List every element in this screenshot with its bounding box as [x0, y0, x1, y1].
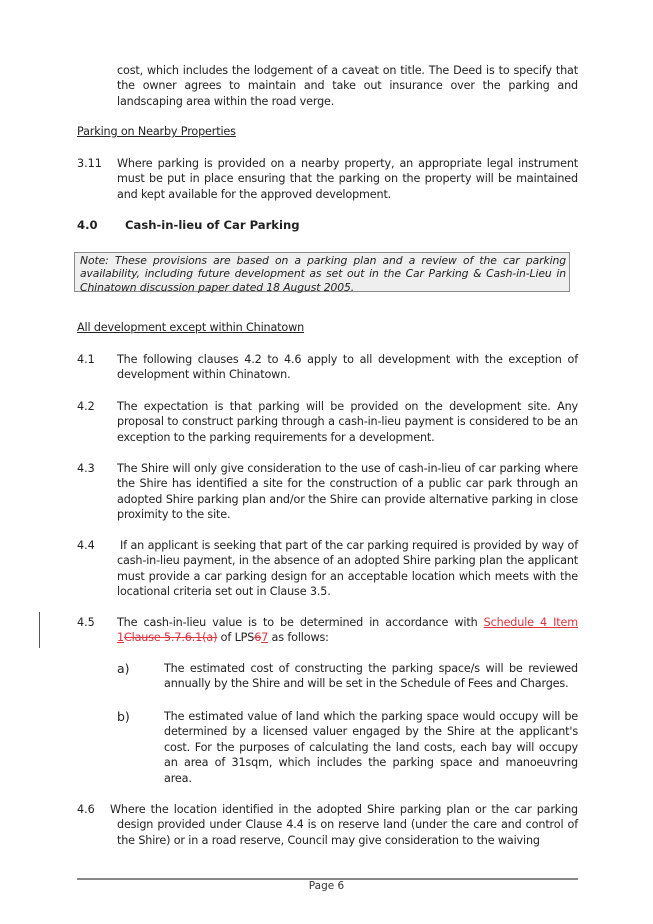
- clause-4-6-body: Where the location identified in the adopted Shire parking plan or the car parking design provided under Clause 4.4 is on reserve land (under the care and control of the Shire) or in a road reserve, Council may give consideration to the waiving: [110, 803, 578, 847]
- tracked-insertion: 7: [261, 631, 269, 645]
- clause-4-5-text: [117, 615, 578, 646]
- clause-4-5-text-after: as follows:: [268, 631, 329, 645]
- note-box: Note: These provisions are based on a parking plan and a review of the car parking availability, including future development as set out in the Car Parking & Cash-in-Lieu in Chinatown discussion paper dated 18 August 2005.: [74, 252, 570, 292]
- tracked-deletion: 6: [254, 631, 262, 645]
- clause-number: 4.4: [77, 539, 95, 552]
- clause-number: 4.6: [77, 803, 95, 816]
- clause-4-1-text: The following clauses 4.2 to 4.6 apply to all development with the exception of development within Chinatown.: [117, 353, 578, 382]
- section-title: Cash-in-lieu of Car Parking: [125, 218, 300, 232]
- clause-number: 3.11: [77, 157, 102, 170]
- tracked-change-bar: [39, 612, 40, 648]
- subheading-all-development: All development except within Chinatown: [77, 321, 305, 334]
- page-number: Page 6: [308, 880, 345, 892]
- list-item-a-text: The estimated cost of constructing the parking space/s will be reviewed annually by the Shire and will be set in the Schedule of Fees and Charges.: [164, 662, 578, 691]
- list-item-label: b): [117, 709, 130, 724]
- clause-number: 4.2: [77, 400, 95, 413]
- list-item-label: a): [117, 661, 130, 676]
- clause-4-3-text: The Shire will only give consideration to the use of cash-in-lieu of car parking where the Shire has identified a site for the construction of a public car park through an adopted Shire parking plan and/or the Shire can provide alternative parking in close proximity to the site.: [117, 462, 578, 522]
- clause-number: 4.5: [77, 616, 95, 629]
- tracked-insertion: Schedule 4 Item 1: [117, 616, 578, 645]
- clause-4-5-text-mid: of LPS: [217, 631, 255, 645]
- clause-3-11-text: Where parking is provided on a nearby property, an appropriate legal instrument must be put in place ensuring that the parking on the property will be maintained and kept available for the approved development.: [117, 157, 578, 201]
- clause-4-2-text: The expectation is that parking will be provided on the development site. Any proposal to construct parking through a cash-in-lieu payment is considered to be an exception to the parking requirements for a development.: [117, 400, 578, 444]
- subheading-nearby-properties: Parking on Nearby Properties: [77, 125, 236, 138]
- clause-4-5-text-before: The cash-in-lieu value is to be determined in accordance with: [117, 616, 484, 629]
- clause-4-4-text: If an applicant is seeking that part of the car parking required is provided by way of cash-in-lieu payment, in the absence of an adopted Shire parking plan the applicant must provide a car parking design for an acceptable location which meets with the locational criteria set out in Clause 3.5.: [117, 539, 578, 599]
- section-number: 4.0: [77, 218, 98, 232]
- continuation-paragraph: cost, which includes the lodgement of a caveat on title. The Deed is to specify that the owner agrees to maintain and take out insurance over the parking and landscaping area within the road verge.: [117, 64, 578, 108]
- clause-number: 4.1: [77, 353, 95, 366]
- clause-4-6-text: [110, 802, 578, 848]
- tracked-deletion: Clause 5.7.6.1(a): [123, 631, 218, 645]
- clause-number: 4.3: [77, 462, 95, 475]
- list-item-b-text: The estimated value of land which the parking space would occupy will be determined by a licensed valuer engaged by the Shire at the applicant's cost. For the purposes of calculating the land costs, each bay will occupy an area of 31sqm, which includes the parking space and manoeuvring area.: [164, 710, 578, 785]
